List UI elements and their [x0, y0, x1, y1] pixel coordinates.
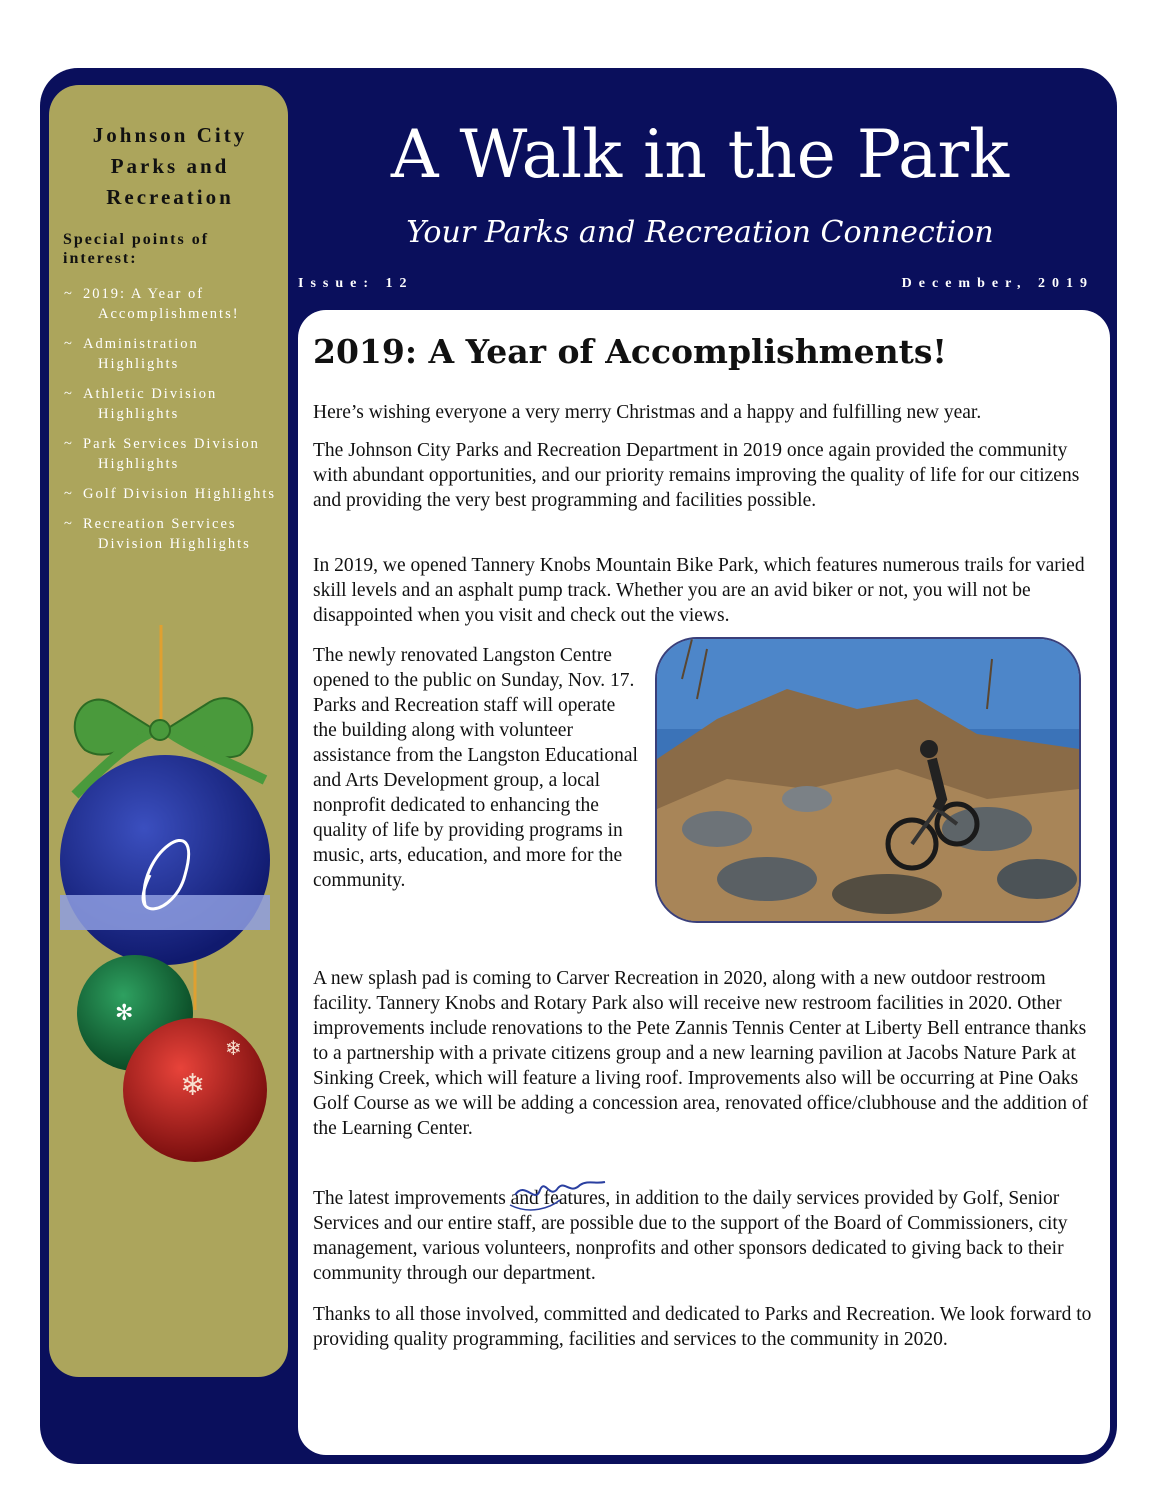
newsletter-title: A Walk in the Park	[390, 116, 1010, 193]
organization-name: Johnson City Parks and Recreation	[92, 123, 248, 209]
special-points-heading: Special points of interest:	[63, 231, 210, 267]
article-paragraph: The latest improvements and features, in addition to the daily services provided by Golf, Senior Services and our entire staff, are possible due to the support of the Board of Commissioners, city management, various volunteers, nonprofits and other sponsors dedicated to giving back to their community through our department.	[313, 1188, 1068, 1284]
list-item: ~ 2019: A Year of Accomplishments!	[64, 286, 240, 322]
list-item: ~ Recreation Services Division Highlights	[64, 516, 251, 552]
list-item: ~ Administration Highlights	[64, 336, 199, 372]
list-item: ~ Athletic Division Highlights	[64, 386, 218, 422]
article-paragraph: A new splash pad is coming to Carver Recreation in 2020, along with a new outdoor restroom facility. Tannery Knobs and Rotary Park also will receive new restroom facilities in 2020. Other improvements include renovations to the Pete Zannis Tennis Center at Liberty Bell entrance thanks to a partnership with a private citizens group and a new learning pavilion at Jacobs Nature Park at Sinking Creek, which will feature a living roof. Improvements also will be occurring at Pine Oaks Golf Course as we will be adding a concession area, renovated office/clubhouse and the addition of the Learning Center.	[313, 968, 1089, 1139]
issue-number: Issue: 12	[298, 276, 414, 291]
svg-text:✻: ✻	[115, 1001, 134, 1026]
article-paragraph: The Johnson City Parks and Recreation Department in 2019 once again provided the community with abundant opportunities, and our priority remains improving the quality of life for our citizens and providing the very best programming and facilities possible.	[313, 440, 1080, 511]
article-paragraph: Here’s wishing everyone a very merry Christmas and a happy and fulfilling new year.	[313, 402, 982, 423]
svg-text:❄: ❄	[225, 1036, 242, 1060]
list-item: ~ Golf Division Highlights	[64, 486, 277, 502]
article-paragraph: Thanks to all those involved, committed and dedicated to Parks and Recreation. We look forward to providing quality programming, facilities and services to the community in 2020.	[313, 1304, 1092, 1350]
issue-date: December, 2019	[901, 276, 1094, 291]
article-paragraph: The newly renovated Langston Centre opened to the public on Sunday, Nov. 17. Parks and Recreation staff will operate the building along with volunteer assistance from the Langston Educational and Arts Development group, a local nonprofit dedicated to enhancing the quality of life by providing programs in music, arts, education, and more for the community.	[313, 645, 638, 891]
article-headline: 2019: A Year of Accomplishments!	[313, 332, 947, 371]
signature	[500, 1160, 610, 1220]
newsletter-tagline: Your Parks and Recreation Connection	[406, 215, 994, 250]
svg-text:❄: ❄	[180, 1068, 206, 1103]
special-points-list	[64, 284, 279, 564]
list-item: ~ Park Services Division Highlights	[64, 436, 260, 472]
mountain-biker-photo	[655, 637, 1081, 923]
article-paragraph: In 2019, we opened Tannery Knobs Mountain Bike Park, which features numerous trails for varied skill levels and an asphalt pump track. Whether you are an avid biker or not, you will not be disappointed when you visit and check out the views.	[313, 555, 1085, 626]
christmas-ornaments-illustration	[55, 625, 280, 1180]
